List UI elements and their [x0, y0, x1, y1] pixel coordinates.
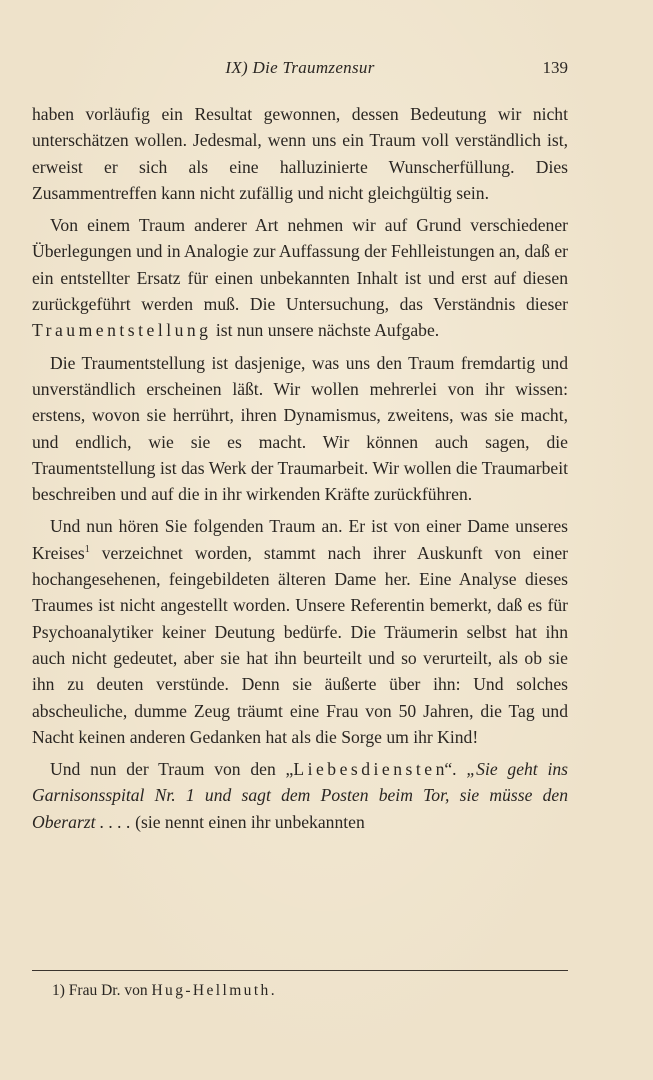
paragraph-5-text-b: n“. — [435, 759, 467, 780]
footnote-marker: 1) — [52, 982, 65, 999]
paragraph-5-text-a: Und nun der Traum von den „ — [50, 759, 294, 780]
page-number: 139 — [542, 58, 568, 77]
paragraph-5-text-c: (sie nennt einen ihr unbekannten — [130, 811, 365, 832]
paragraph-3: Die Traumentstellung ist dasjenige, was uns den Traum fremdartig und unverständlich erscheinen läßt. Wir wollen mehrerlei von ihr wissen: erstens, wovon sie herrührt, ihren Dynamismus, zweitens, was sie macht, und endlich, wie sie es macht. Wir können auch sagen, die Traumentstellung ist das Werk der Traumarbeit. Wir wollen die Traumarbeit beschreiben und auf die in ihr wirkenden Kräfte zurückführen. — [32, 352, 568, 505]
paragraph-4-text-b: verzeichnet worden, stammt nach ihrer Auskunft von einer hochangesehenen, feingebildeten älteren Dame her. Eine Analyse dieses Traumes ist nicht angestellt worden. Unsere Referentin bemerkt, daß es für Psychoanalytiker keiner Deutung bedürfe. Die Träumerin selbst hat ihn auch nicht gedeutet, aber sie hat ihn beurteilt und so verurteilt, als ob sie ihn zu deuten verstünde. Denn sie äußerte über ihn: Und solches abscheuliche, dumme Zeug träumt eine Frau von 50 Jahren, die Tag und Nacht keinen anderen Gedanken hat als die Sorge um ihr Kind! — [32, 542, 568, 747]
running-title: IX) Die Traumzensur — [225, 58, 375, 77]
page-header — [32, 58, 568, 86]
paragraph-4-text-a: Und nun hören Sie folgenden Traum an. Er ist von einer Dame unseres Kreises — [32, 516, 568, 563]
footnote-divider — [32, 970, 568, 971]
dream-quote-italic: „Sie geht ins Garnisonsspital Nr. 1 und sagt dem Posten beim Tor, sie müsse den Oberarzt . . . . — [32, 759, 569, 832]
paragraph-1: haben vorläufig ein Resultat gewonnen, dessen Bedeutung wir nicht unterschätzen wollen. Jedesmal, wenn uns ein Traum voll verständlich ist, erweist er sich als eine halluzinierte Wunscherfüllung. Dies Zusammentreffen kann nicht zufällig und nicht gleichgültig sein. — [32, 104, 568, 203]
footnote — [52, 982, 275, 1000]
spaced-term-traumentstellung: Traumentstellung — [32, 320, 212, 341]
footnote-reference[interactable]: 1 — [84, 543, 90, 555]
paragraph-4 — [32, 513, 568, 750]
paragraph-2-text-a: Von einem Traum anderer Art nehmen wir auf Grund verschiedener Überlegungen und in Analogie zur Auffassung der Fehlleistungen an, daß er ein entstellter Ersatz für einen unbekannten Inhalt ist und erst auf diesen zurückgeführt werden muß. Die Untersuchung, das Verständnis dieser — [32, 215, 568, 315]
footnote-name-spaced: Hug-Hellmuth — [151, 982, 271, 999]
spaced-term-liebesdienste: Liebesdienste — [293, 759, 436, 780]
paragraph-5 — [32, 756, 568, 835]
footnote-text-b: . — [270, 982, 275, 999]
body-text — [32, 101, 568, 841]
paragraph-2-text-b: ist nun unsere nächste Aufgabe. — [211, 320, 440, 341]
paragraph-2 — [32, 212, 568, 343]
footnote-text-a: Frau Dr. von — [64, 982, 152, 999]
